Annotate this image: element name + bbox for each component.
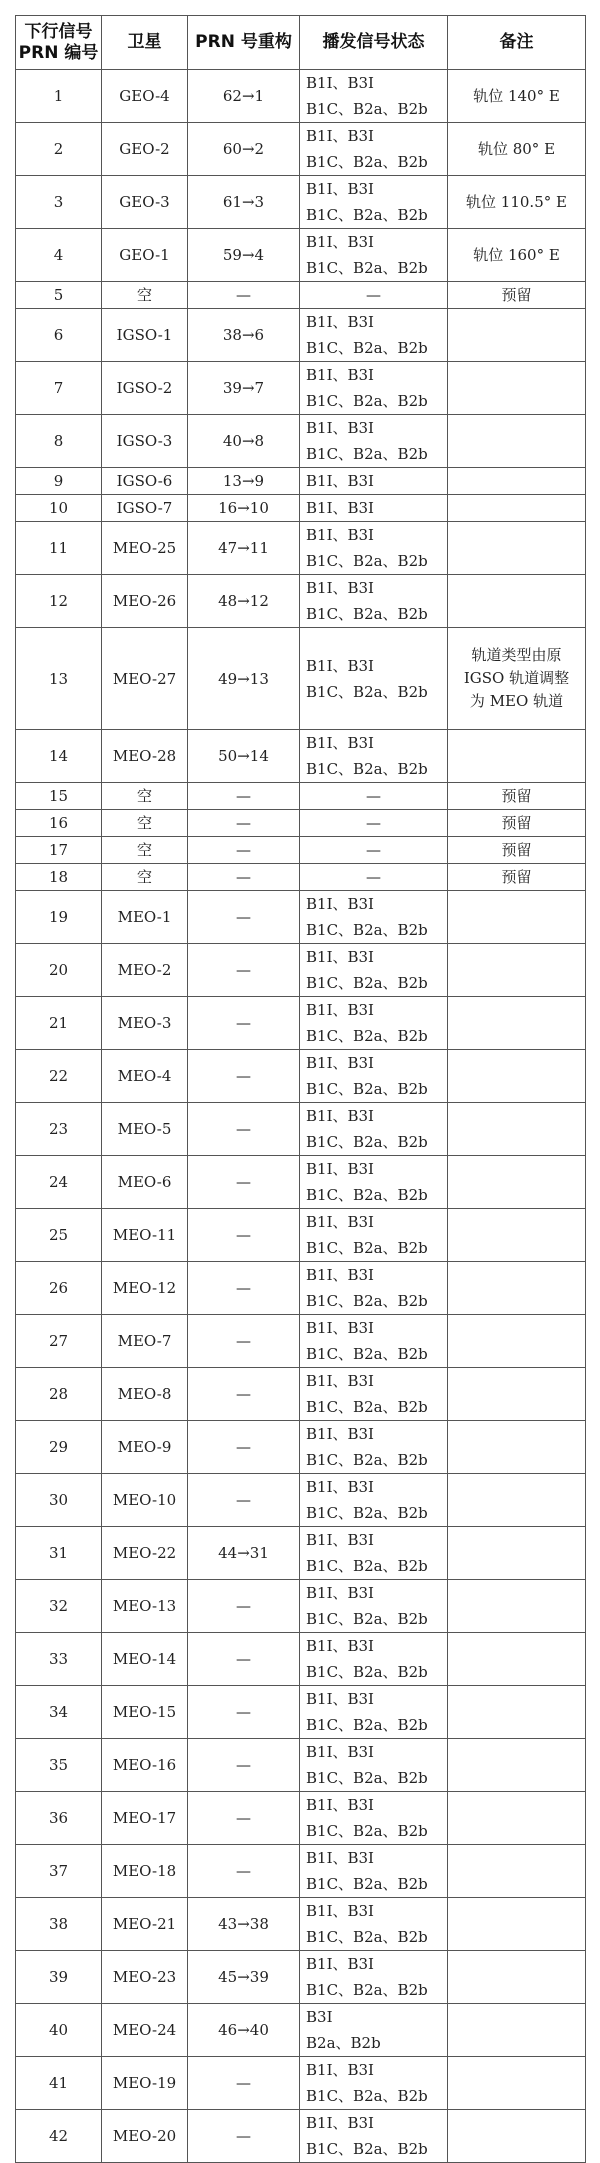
table-row xyxy=(16,1845,586,1898)
cell-prn-remap: — xyxy=(188,1580,300,1633)
cell-signal-status: B1I、B3I B1C、B2a、B2b xyxy=(300,944,448,997)
cell-satellite: MEO-3 xyxy=(102,997,188,1050)
cell-satellite: 空 xyxy=(102,810,188,837)
cell-signal-status: B1I、B3I B1C、B2a、B2b xyxy=(300,1421,448,1474)
table-header xyxy=(16,16,586,70)
table-row xyxy=(16,1633,586,1686)
cell-prn-remap: 16→10 xyxy=(188,495,300,522)
table-row xyxy=(16,1262,586,1315)
cell-prn-remap: 50→14 xyxy=(188,730,300,783)
cell-satellite: MEO-10 xyxy=(102,1474,188,1527)
cell-prn-remap: — xyxy=(188,1792,300,1845)
cell-prn-remap: — xyxy=(188,2057,300,2110)
table-row xyxy=(16,1951,586,2004)
cell-remark xyxy=(448,522,586,575)
cell-signal-status: B1I、B3I B1C、B2a、B2b xyxy=(300,70,448,123)
cell-signal-status: B1I、B3I B1C、B2a、B2b xyxy=(300,1527,448,1580)
prn-table xyxy=(15,15,586,2163)
cell-satellite: MEO-14 xyxy=(102,1633,188,1686)
header-signal-status: 播发信号状态 xyxy=(300,16,448,70)
table-row xyxy=(16,1686,586,1739)
cell-signal-status: B1I、B3I B1C、B2a、B2b xyxy=(300,1580,448,1633)
cell-satellite: GEO-1 xyxy=(102,229,188,282)
cell-prn: 27 xyxy=(16,1315,102,1368)
cell-prn: 11 xyxy=(16,522,102,575)
cell-prn: 7 xyxy=(16,362,102,415)
table-row xyxy=(16,810,586,837)
table-row xyxy=(16,1421,586,1474)
cell-prn: 10 xyxy=(16,495,102,522)
table-row xyxy=(16,282,586,309)
cell-prn-remap: — xyxy=(188,997,300,1050)
cell-signal-status: B1I、B3I B1C、B2a、B2b xyxy=(300,1633,448,1686)
table-row xyxy=(16,522,586,575)
cell-prn-remap: — xyxy=(188,1421,300,1474)
cell-remark: 轨位 80° E xyxy=(448,123,586,176)
cell-signal-status: B1I、B3I B1C、B2a、B2b xyxy=(300,1951,448,2004)
cell-remark: 轨位 110.5° E xyxy=(448,176,586,229)
header-prn: 下行信号 PRN 编号 xyxy=(16,16,102,70)
cell-signal-status: B1I、B3I B1C、B2a、B2b xyxy=(300,1103,448,1156)
cell-satellite: MEO-27 xyxy=(102,628,188,730)
cell-satellite: IGSO-3 xyxy=(102,415,188,468)
cell-signal-status: — xyxy=(300,783,448,810)
cell-signal-status: B1I、B3I B1C、B2a、B2b xyxy=(300,522,448,575)
cell-satellite: MEO-6 xyxy=(102,1156,188,1209)
cell-satellite: 空 xyxy=(102,864,188,891)
cell-signal-status: B1I、B3I B1C、B2a、B2b xyxy=(300,1845,448,1898)
cell-satellite: MEO-17 xyxy=(102,1792,188,1845)
cell-satellite: GEO-2 xyxy=(102,123,188,176)
cell-prn: 17 xyxy=(16,837,102,864)
cell-prn-remap: 40→8 xyxy=(188,415,300,468)
cell-satellite: MEO-12 xyxy=(102,1262,188,1315)
table-row xyxy=(16,628,586,730)
cell-satellite: IGSO-6 xyxy=(102,468,188,495)
cell-remark: 预留 xyxy=(448,282,586,309)
cell-prn: 2 xyxy=(16,123,102,176)
table-row xyxy=(16,1527,586,1580)
cell-remark xyxy=(448,1580,586,1633)
table-row xyxy=(16,1050,586,1103)
table-row xyxy=(16,309,586,362)
cell-prn: 14 xyxy=(16,730,102,783)
cell-prn: 34 xyxy=(16,1686,102,1739)
cell-prn-remap: 47→11 xyxy=(188,522,300,575)
cell-satellite: MEO-20 xyxy=(102,2110,188,2163)
cell-signal-status: B1I、B3I B1C、B2a、B2b xyxy=(300,123,448,176)
cell-satellite: 空 xyxy=(102,837,188,864)
cell-remark: 预留 xyxy=(448,837,586,864)
table-row xyxy=(16,2110,586,2163)
cell-remark: 预留 xyxy=(448,864,586,891)
cell-prn-remap: — xyxy=(188,1686,300,1739)
cell-prn-remap: — xyxy=(188,1103,300,1156)
cell-prn: 13 xyxy=(16,628,102,730)
table-row xyxy=(16,362,586,415)
cell-signal-status: B1I、B3I B1C、B2a、B2b xyxy=(300,1262,448,1315)
cell-prn: 35 xyxy=(16,1739,102,1792)
cell-remark: 轨道类型由原 IGSO 轨道调整 为 MEO 轨道 xyxy=(448,628,586,730)
cell-satellite: 空 xyxy=(102,783,188,810)
cell-signal-status: B1I、B3I B1C、B2a、B2b xyxy=(300,415,448,468)
cell-prn-remap: — xyxy=(188,1050,300,1103)
cell-remark xyxy=(448,997,586,1050)
cell-prn: 24 xyxy=(16,1156,102,1209)
cell-prn-remap: 61→3 xyxy=(188,176,300,229)
cell-signal-status: B1I、B3I B1C、B2a、B2b xyxy=(300,1686,448,1739)
cell-prn-remap: 39→7 xyxy=(188,362,300,415)
cell-satellite: MEO-25 xyxy=(102,522,188,575)
cell-prn: 15 xyxy=(16,783,102,810)
cell-prn-remap: 48→12 xyxy=(188,575,300,628)
cell-prn-remap: 43→38 xyxy=(188,1898,300,1951)
table-row xyxy=(16,783,586,810)
cell-prn-remap: 60→2 xyxy=(188,123,300,176)
cell-remark xyxy=(448,1951,586,2004)
cell-signal-status: B1I、B3I B1C、B2a、B2b xyxy=(300,2057,448,2110)
cell-remark xyxy=(448,1845,586,1898)
cell-prn-remap: — xyxy=(188,282,300,309)
cell-prn-remap: — xyxy=(188,1156,300,1209)
cell-prn: 3 xyxy=(16,176,102,229)
cell-signal-status: — xyxy=(300,864,448,891)
cell-signal-status: B1I、B3I B1C、B2a、B2b xyxy=(300,1315,448,1368)
cell-signal-status: B1I、B3I B1C、B2a、B2b xyxy=(300,575,448,628)
cell-prn-remap: — xyxy=(188,783,300,810)
table-row xyxy=(16,176,586,229)
table-row xyxy=(16,229,586,282)
table-row xyxy=(16,1474,586,1527)
cell-satellite: MEO-18 xyxy=(102,1845,188,1898)
table-row xyxy=(16,1103,586,1156)
cell-signal-status: B1I、B3I B1C、B2a、B2b xyxy=(300,1050,448,1103)
cell-prn-remap: — xyxy=(188,1845,300,1898)
cell-satellite: MEO-9 xyxy=(102,1421,188,1474)
cell-prn: 4 xyxy=(16,229,102,282)
cell-satellite: MEO-24 xyxy=(102,2004,188,2057)
table-row xyxy=(16,1898,586,1951)
cell-prn: 16 xyxy=(16,810,102,837)
table-row xyxy=(16,495,586,522)
cell-signal-status: B1I、B3I B1C、B2a、B2b xyxy=(300,997,448,1050)
table-row xyxy=(16,1739,586,1792)
cell-signal-status: B1I、B3I B1C、B2a、B2b xyxy=(300,1739,448,1792)
cell-prn: 5 xyxy=(16,282,102,309)
cell-remark: 轨位 140° E xyxy=(448,70,586,123)
table-body xyxy=(16,70,586,2163)
table-row xyxy=(16,1209,586,1262)
cell-signal-status: B1I、B3I xyxy=(300,468,448,495)
table-row xyxy=(16,837,586,864)
cell-remark xyxy=(448,1315,586,1368)
cell-satellite: GEO-4 xyxy=(102,70,188,123)
cell-prn: 32 xyxy=(16,1580,102,1633)
cell-prn: 12 xyxy=(16,575,102,628)
cell-remark xyxy=(448,1209,586,1262)
cell-signal-status: B1I、B3I B1C、B2a、B2b xyxy=(300,1368,448,1421)
cell-signal-status: — xyxy=(300,282,448,309)
table-row xyxy=(16,1156,586,1209)
cell-prn: 36 xyxy=(16,1792,102,1845)
table-row xyxy=(16,468,586,495)
cell-prn: 25 xyxy=(16,1209,102,1262)
cell-prn-remap: — xyxy=(188,1474,300,1527)
cell-satellite: MEO-1 xyxy=(102,891,188,944)
cell-remark: 预留 xyxy=(448,810,586,837)
cell-satellite: GEO-3 xyxy=(102,176,188,229)
table-row xyxy=(16,1580,586,1633)
cell-remark xyxy=(448,891,586,944)
cell-prn: 23 xyxy=(16,1103,102,1156)
header-row xyxy=(16,16,586,70)
cell-prn: 20 xyxy=(16,944,102,997)
cell-prn-remap: 49→13 xyxy=(188,628,300,730)
cell-prn-remap: — xyxy=(188,1739,300,1792)
table-row xyxy=(16,944,586,997)
cell-prn-remap: — xyxy=(188,837,300,864)
cell-prn: 37 xyxy=(16,1845,102,1898)
cell-prn: 26 xyxy=(16,1262,102,1315)
table-row xyxy=(16,1792,586,1845)
cell-remark xyxy=(448,575,586,628)
cell-prn: 8 xyxy=(16,415,102,468)
cell-satellite: MEO-11 xyxy=(102,1209,188,1262)
cell-remark xyxy=(448,1739,586,1792)
cell-remark xyxy=(448,1421,586,1474)
cell-remark xyxy=(448,415,586,468)
cell-satellite: MEO-4 xyxy=(102,1050,188,1103)
cell-satellite: MEO-19 xyxy=(102,2057,188,2110)
table-row xyxy=(16,123,586,176)
cell-prn-remap: 59→4 xyxy=(188,229,300,282)
cell-satellite: IGSO-1 xyxy=(102,309,188,362)
cell-signal-status: B1I、B3I B1C、B2a、B2b xyxy=(300,1156,448,1209)
cell-prn-remap: 46→40 xyxy=(188,2004,300,2057)
cell-remark xyxy=(448,2057,586,2110)
cell-prn: 40 xyxy=(16,2004,102,2057)
cell-satellite: MEO-5 xyxy=(102,1103,188,1156)
cell-signal-status: B3I B2a、B2b xyxy=(300,2004,448,2057)
cell-remark xyxy=(448,944,586,997)
cell-remark xyxy=(448,468,586,495)
cell-signal-status: B1I、B3I B1C、B2a、B2b xyxy=(300,1792,448,1845)
cell-prn-remap: — xyxy=(188,810,300,837)
cell-remark xyxy=(448,309,586,362)
cell-prn: 9 xyxy=(16,468,102,495)
cell-prn: 22 xyxy=(16,1050,102,1103)
cell-prn: 31 xyxy=(16,1527,102,1580)
cell-remark xyxy=(448,1050,586,1103)
cell-remark xyxy=(448,1686,586,1739)
cell-prn-remap: — xyxy=(188,1315,300,1368)
table-row xyxy=(16,1315,586,1368)
cell-satellite: MEO-21 xyxy=(102,1898,188,1951)
cell-satellite: IGSO-2 xyxy=(102,362,188,415)
cell-signal-status: B1I、B3I B1C、B2a、B2b xyxy=(300,229,448,282)
cell-signal-status: B1I、B3I B1C、B2a、B2b xyxy=(300,1898,448,1951)
cell-remark xyxy=(448,1156,586,1209)
cell-satellite: MEO-13 xyxy=(102,1580,188,1633)
cell-prn-remap: 62→1 xyxy=(188,70,300,123)
cell-signal-status: B1I、B3I B1C、B2a、B2b xyxy=(300,309,448,362)
table-row xyxy=(16,891,586,944)
cell-remark xyxy=(448,1792,586,1845)
table-row xyxy=(16,70,586,123)
cell-satellite: MEO-15 xyxy=(102,1686,188,1739)
cell-signal-status: B1I、B3I B1C、B2a、B2b xyxy=(300,730,448,783)
cell-signal-status: B1I、B3I xyxy=(300,495,448,522)
cell-prn-remap: 45→39 xyxy=(188,1951,300,2004)
cell-signal-status: — xyxy=(300,810,448,837)
cell-prn-remap: — xyxy=(188,1368,300,1421)
cell-prn-remap: 13→9 xyxy=(188,468,300,495)
cell-remark xyxy=(448,1103,586,1156)
cell-satellite: MEO-2 xyxy=(102,944,188,997)
table-row xyxy=(16,997,586,1050)
cell-prn: 42 xyxy=(16,2110,102,2163)
cell-prn: 6 xyxy=(16,309,102,362)
cell-remark: 轨位 160° E xyxy=(448,229,586,282)
cell-prn: 30 xyxy=(16,1474,102,1527)
cell-prn: 33 xyxy=(16,1633,102,1686)
cell-signal-status: B1I、B3I B1C、B2a、B2b xyxy=(300,891,448,944)
cell-remark xyxy=(448,1474,586,1527)
cell-prn: 18 xyxy=(16,864,102,891)
header-satellite: 卫星 xyxy=(102,16,188,70)
cell-prn: 28 xyxy=(16,1368,102,1421)
cell-remark xyxy=(448,1898,586,1951)
cell-signal-status: B1I、B3I B1C、B2a、B2b xyxy=(300,2110,448,2163)
cell-prn-remap: — xyxy=(188,1262,300,1315)
cell-prn-remap: — xyxy=(188,2110,300,2163)
cell-remark xyxy=(448,730,586,783)
cell-signal-status: B1I、B3I B1C、B2a、B2b xyxy=(300,628,448,730)
cell-satellite: MEO-7 xyxy=(102,1315,188,1368)
cell-satellite: IGSO-7 xyxy=(102,495,188,522)
cell-signal-status: B1I、B3I B1C、B2a、B2b xyxy=(300,176,448,229)
cell-satellite: MEO-28 xyxy=(102,730,188,783)
cell-remark xyxy=(448,1633,586,1686)
cell-prn: 29 xyxy=(16,1421,102,1474)
cell-prn-remap: — xyxy=(188,1209,300,1262)
table-row xyxy=(16,2004,586,2057)
table-row xyxy=(16,730,586,783)
cell-remark xyxy=(448,1262,586,1315)
cell-remark xyxy=(448,362,586,415)
cell-prn: 41 xyxy=(16,2057,102,2110)
cell-satellite: MEO-26 xyxy=(102,575,188,628)
cell-remark xyxy=(448,1527,586,1580)
cell-prn-remap: — xyxy=(188,1633,300,1686)
cell-prn: 38 xyxy=(16,1898,102,1951)
cell-remark xyxy=(448,2004,586,2057)
header-remark: 备注 xyxy=(448,16,586,70)
cell-prn-remap: 44→31 xyxy=(188,1527,300,1580)
cell-signal-status: B1I、B3I B1C、B2a、B2b xyxy=(300,1209,448,1262)
cell-prn: 39 xyxy=(16,1951,102,2004)
cell-signal-status: B1I、B3I B1C、B2a、B2b xyxy=(300,362,448,415)
table-row xyxy=(16,864,586,891)
cell-prn-remap: — xyxy=(188,891,300,944)
table-row xyxy=(16,415,586,468)
cell-remark: 预留 xyxy=(448,783,586,810)
cell-satellite: MEO-22 xyxy=(102,1527,188,1580)
cell-prn-remap: — xyxy=(188,944,300,997)
table-row xyxy=(16,1368,586,1421)
cell-remark xyxy=(448,495,586,522)
table-row xyxy=(16,575,586,628)
table-row xyxy=(16,2057,586,2110)
cell-satellite: MEO-8 xyxy=(102,1368,188,1421)
cell-remark xyxy=(448,1368,586,1421)
cell-satellite: 空 xyxy=(102,282,188,309)
cell-signal-status: — xyxy=(300,837,448,864)
cell-remark xyxy=(448,2110,586,2163)
cell-satellite: MEO-23 xyxy=(102,1951,188,2004)
cell-prn-remap: — xyxy=(188,864,300,891)
cell-prn: 1 xyxy=(16,70,102,123)
cell-prn: 19 xyxy=(16,891,102,944)
cell-prn: 21 xyxy=(16,997,102,1050)
header-prn-remap: PRN 号重构 xyxy=(188,16,300,70)
cell-signal-status: B1I、B3I B1C、B2a、B2b xyxy=(300,1474,448,1527)
cell-prn-remap: 38→6 xyxy=(188,309,300,362)
cell-satellite: MEO-16 xyxy=(102,1739,188,1792)
